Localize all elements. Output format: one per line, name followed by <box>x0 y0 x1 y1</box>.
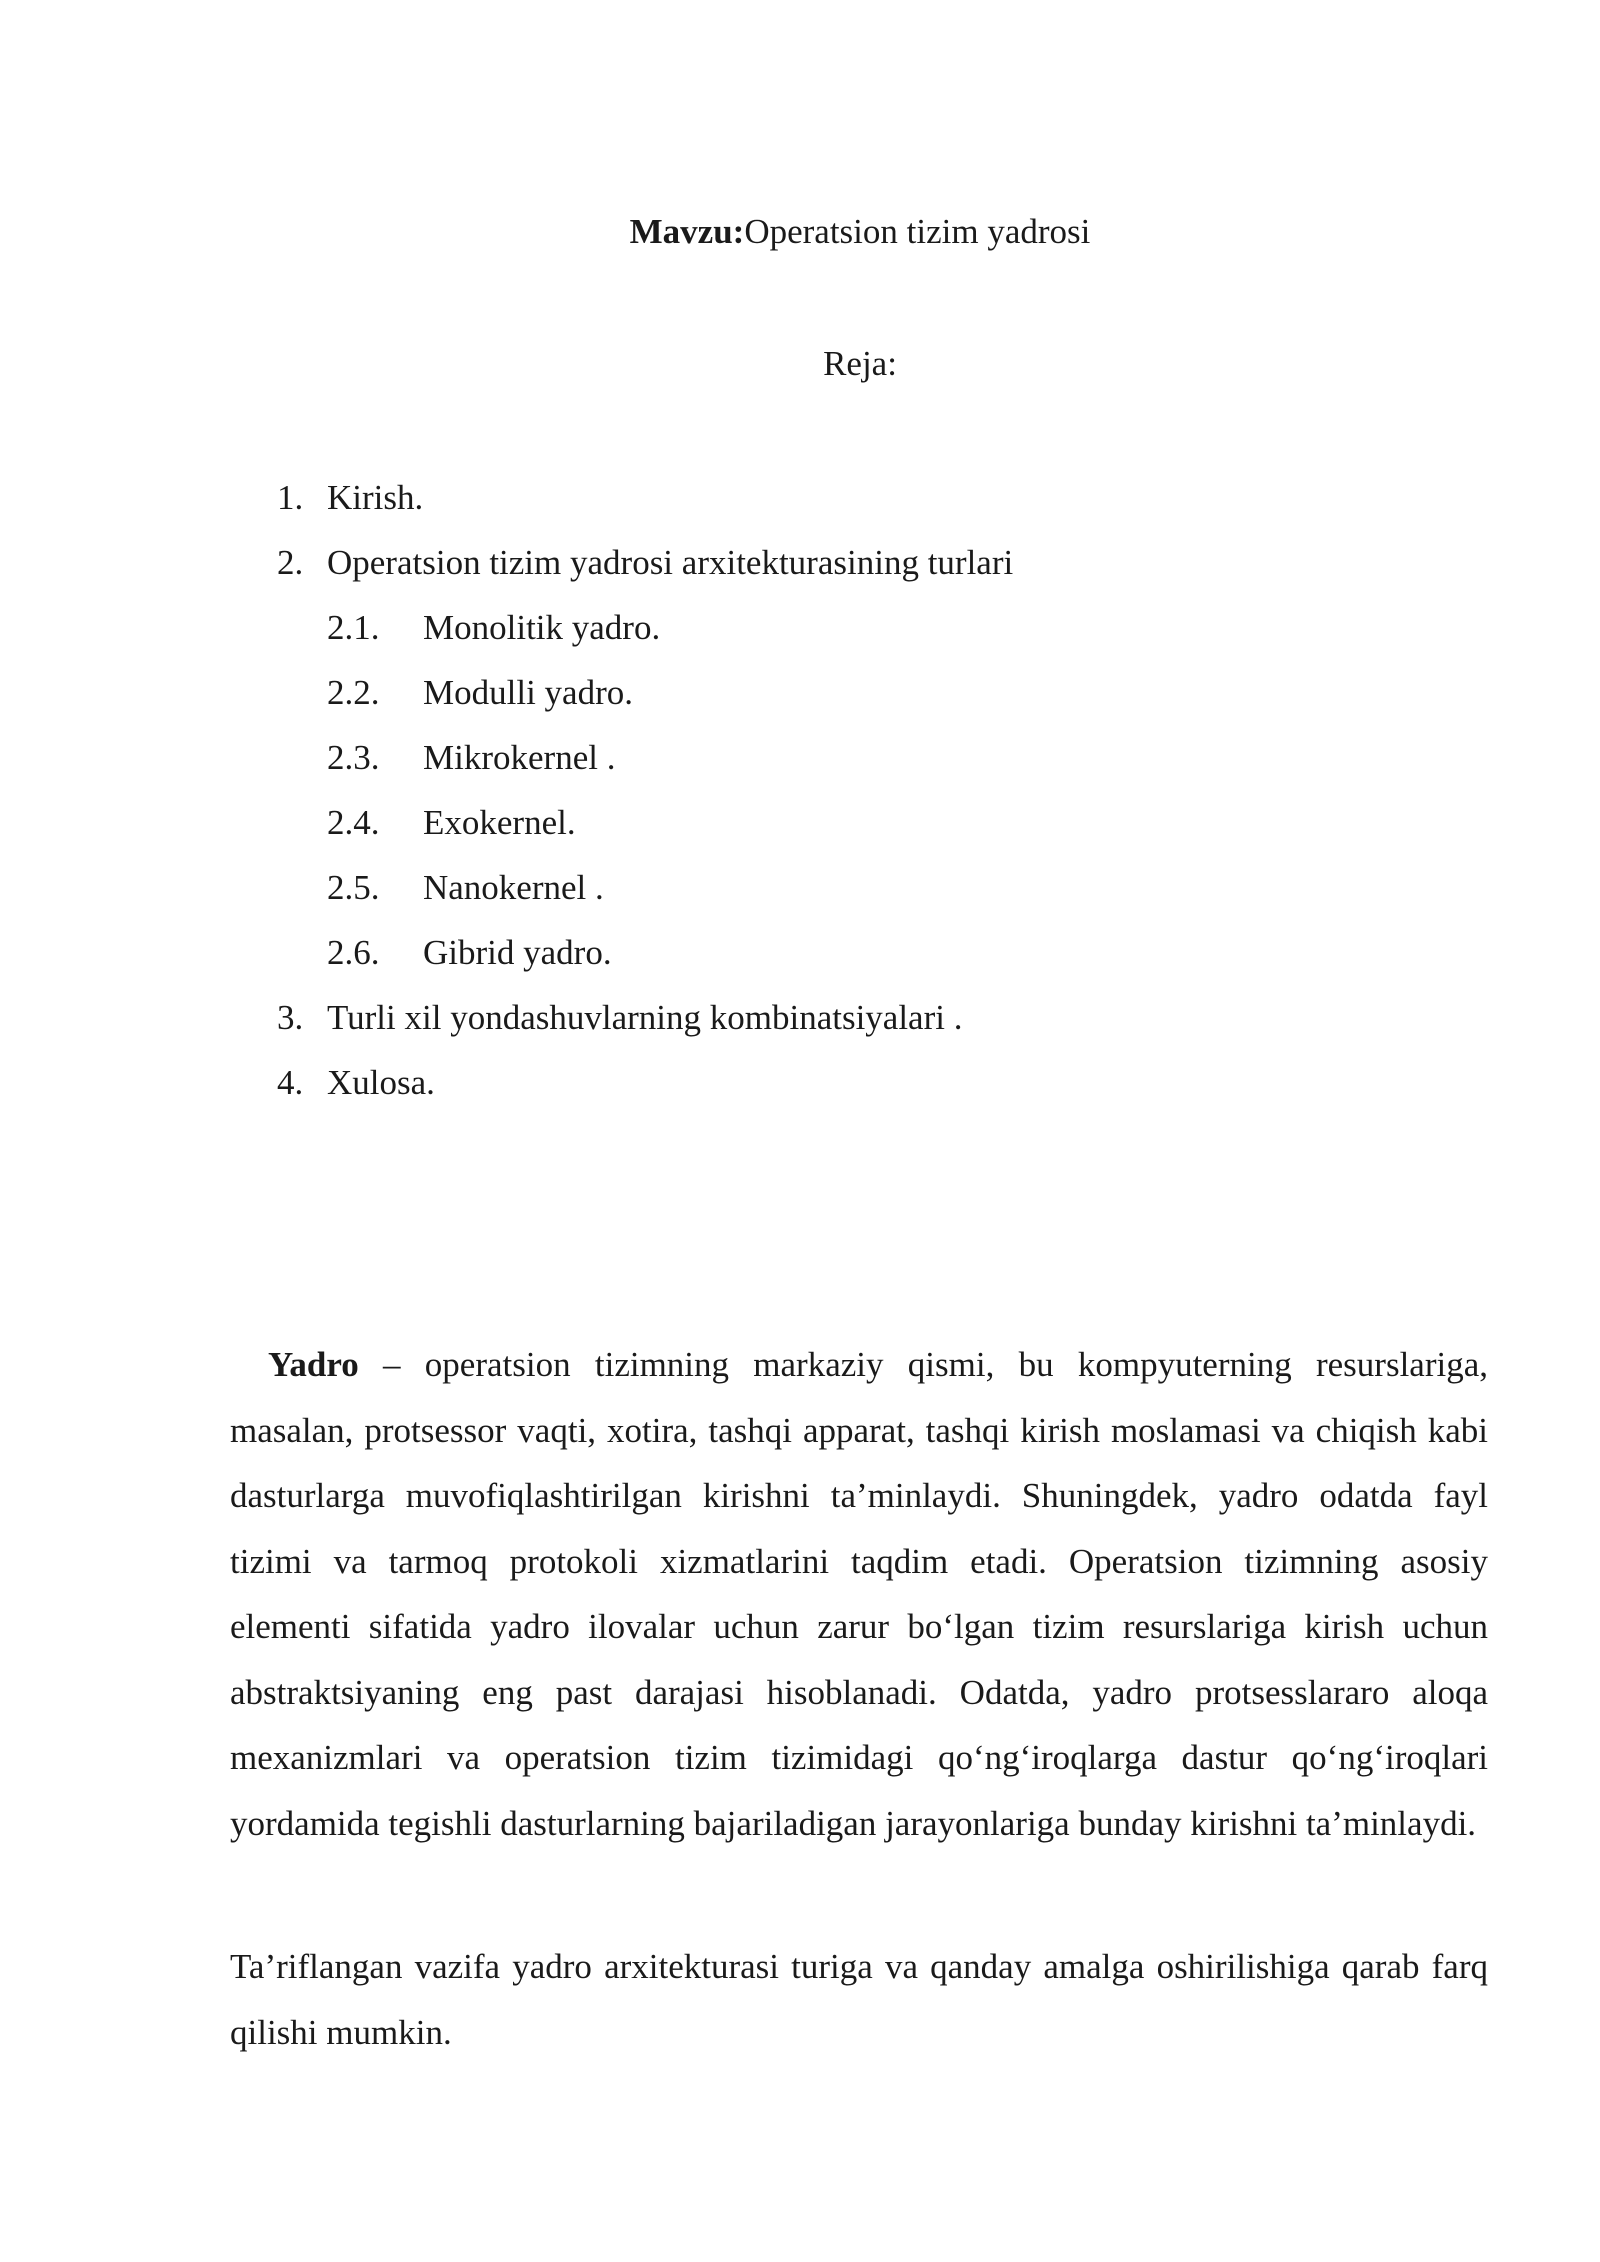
title-text: Operatsion tizim yadrosi <box>744 212 1091 251</box>
plan-heading: Reja: <box>823 344 897 383</box>
plan-item-text: Monolitik yadro. <box>423 608 661 647</box>
plan-item-number: 2.6. <box>327 933 380 972</box>
plan-item-text: Mikrokernel . <box>423 738 616 777</box>
plan-item-number: 4. <box>277 1063 304 1102</box>
title-label: Mavzu: <box>629 212 745 251</box>
plan-item-text: Nanokernel . <box>423 868 604 907</box>
plan-item-text: Turli xil yondashuvlarning kombinatsiyalari . <box>327 998 963 1037</box>
plan-item-text: Modulli yadro. <box>423 673 633 712</box>
plan-item-number: 2.1. <box>327 608 380 647</box>
paragraph-yadro-text: – operatsion tizimning markaziy qismi, bu kompyuterning resurslariga, masalan, protsessor vaqti, xotira, tashqi apparat, tashqi kirish moslamasi va chiqish kabi dasturlarga muvofiqlashtirilgan kirishni ta’minlaydi. Shuningdek, yadro odatda fayl tizimi va tarmoq protokoli xizmatlarini taqdim etadi. Operatsion tizimning asosiy elementi sifatida yadro ilovalar uchun zarur bo‘lgan tizim resurslariga kirish uchun abstraktsiyaning eng past darajasi hisoblanadi. Odatda, yadro protsesslararo aloqa mexanizmlari va operatsion tizim tizimidagi qo‘ng‘iroqlarga dastur qo‘ng‘iroqlari yordamida tegishli dasturlarning bajariladigan jarayonlariga bunday kirishni ta’minlaydi. <box>230 1345 1488 1843</box>
plan-item-number: 2.5. <box>327 868 380 907</box>
plan-item-number: 2.4. <box>327 803 380 842</box>
plan-item-number: 3. <box>277 998 304 1037</box>
plan-item-number: 2.3. <box>327 738 380 777</box>
plan-item-text: Xulosa. <box>327 1063 435 1102</box>
paragraph-yadro <box>230 1332 1488 1856</box>
plan-item-number: 1. <box>277 478 304 517</box>
plan-item-text: Operatsion tizim yadrosi arxitekturasining turlari <box>327 543 1014 582</box>
plan-item-text: Gibrid yadro. <box>423 933 612 972</box>
plan-item-text: Kirish. <box>327 478 424 517</box>
plan-item-text: Exokernel. <box>423 803 576 842</box>
term-yadro: Yadro <box>268 1345 359 1384</box>
plan-item-number: 2. <box>277 543 304 582</box>
plan-item-number: 2.2. <box>327 673 380 712</box>
paragraph-variation: Ta’riflangan vazifa yadro arxitekturasi turiga va qanday amalga oshirilishiga qarab farq qilishi mumkin. <box>230 1947 1488 2052</box>
